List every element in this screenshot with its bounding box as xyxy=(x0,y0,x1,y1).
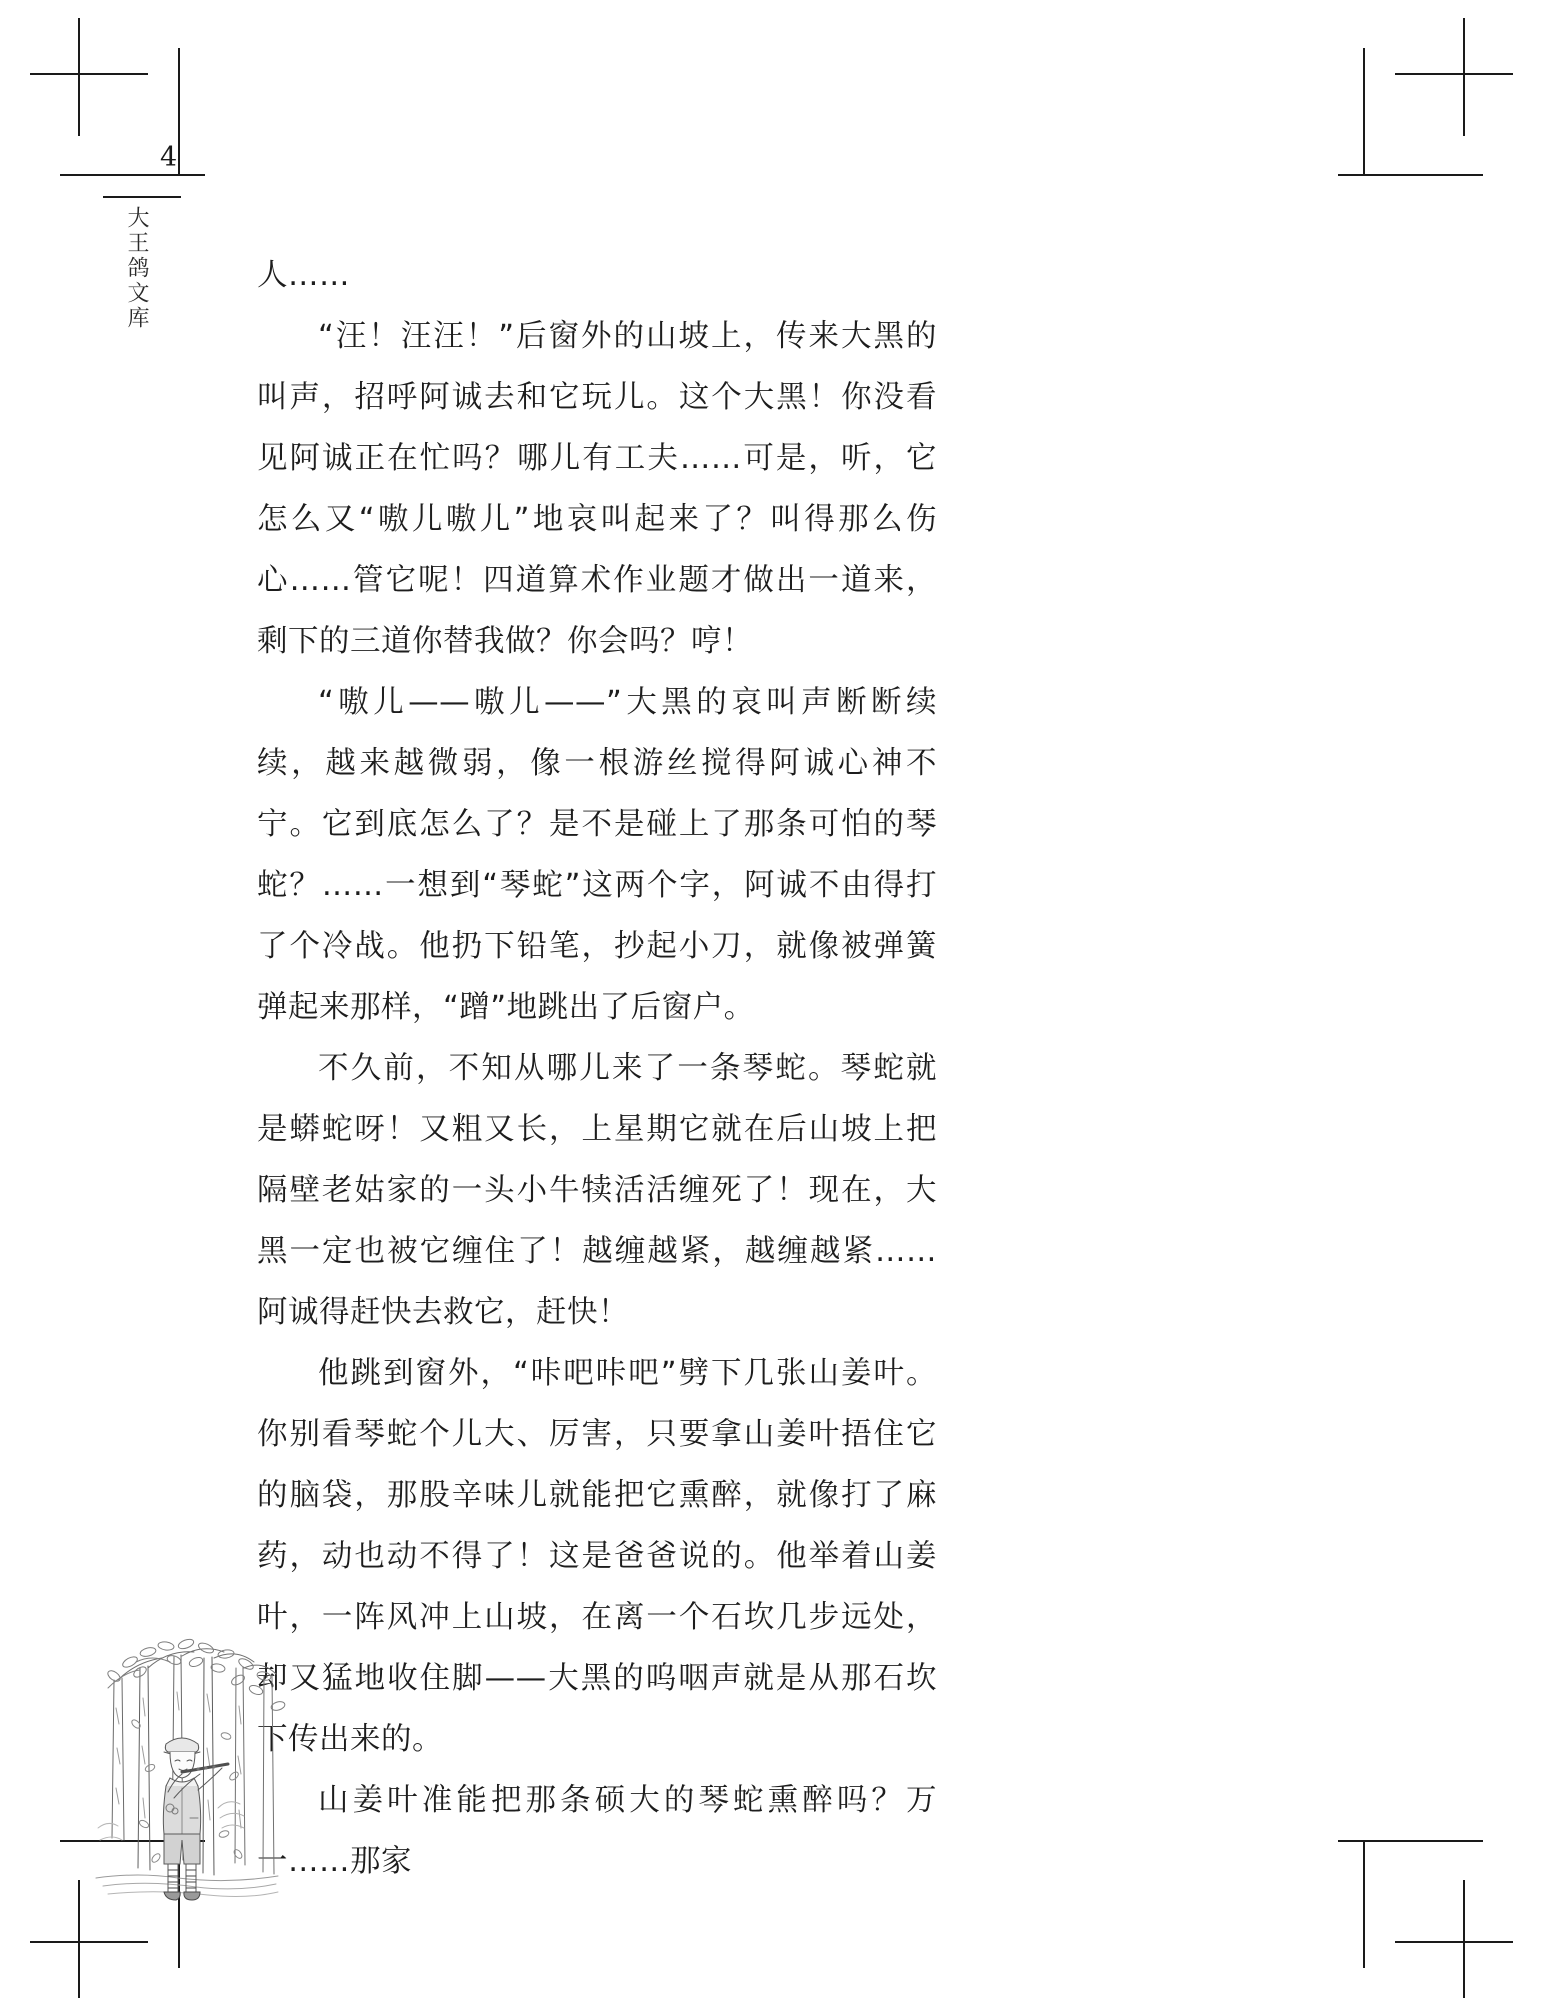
paragraph: 他跳到窗外，“咔吧咔吧”劈下几张山姜叶。你别看琴蛇个儿大、厉害，只要拿山姜叶捂住它的脑袋，那股辛味儿就能把它熏醉，就像打了麻药，动也动不得了！这是爸爸说的。他举着山姜叶，一阵风冲上山坡，在离一个石坎几步远处，却又猛地收住脚——大黑的呜咽声就是从那石坎下传出来的。 xyxy=(257,1356,937,1757)
body-text-column xyxy=(257,245,937,1892)
series-title-vertical: 大王鸽文库 xyxy=(124,206,149,331)
paragraph: 人…… xyxy=(257,258,350,293)
crop-mark-bottom-right xyxy=(1313,1798,1513,1998)
paragraph: “汪！汪汪！”后窗外的山坡上，传来大黑的叫声，招呼阿诚去和它玩儿。这个大黑！你没看见阿诚正在忙吗？哪儿有工夫……可是，听，它怎么又“嗷儿嗷儿”地哀叫起来了？叫得那么伤心……管它呢！四道算术作业题才做出一道来，剩下的三道你替我做？你会吗？哼！ xyxy=(257,319,937,659)
paragraph: 山姜叶准能把那条硕大的琴蛇熏醉吗？万一……那家 xyxy=(257,1783,937,1879)
crop-mark-top-left xyxy=(30,18,230,218)
illustration-flute-boy-in-forest xyxy=(78,1628,288,1918)
crop-mark-top-right xyxy=(1313,18,1513,218)
running-head-rule xyxy=(103,196,181,198)
paragraph: “嗷儿——嗷儿——”大黑的哀叫声断断续续，越来越微弱，像一根游丝搅得阿诚心神不宁。它到底怎么了？是不是碰上了那条可怕的琴蛇？……一想到“琴蛇”这两个字，阿诚不由得打了个冷战。他扔下铅笔，抄起小刀，就像被弹簧弹起来那样，“蹭”地跳出了后窗户。 xyxy=(257,685,937,1025)
page-number: 4 xyxy=(160,142,178,173)
paragraph: 不久前，不知从哪儿来了一条琴蛇。琴蛇就是蟒蛇呀！又粗又长，上星期它就在后山坡上把隔壁老姑家的一头小牛犊活活缠死了！现在，大黑一定也被它缠住了！越缠越紧，越缠越紧……阿诚得赶快去救它，赶快！ xyxy=(257,1051,937,1330)
